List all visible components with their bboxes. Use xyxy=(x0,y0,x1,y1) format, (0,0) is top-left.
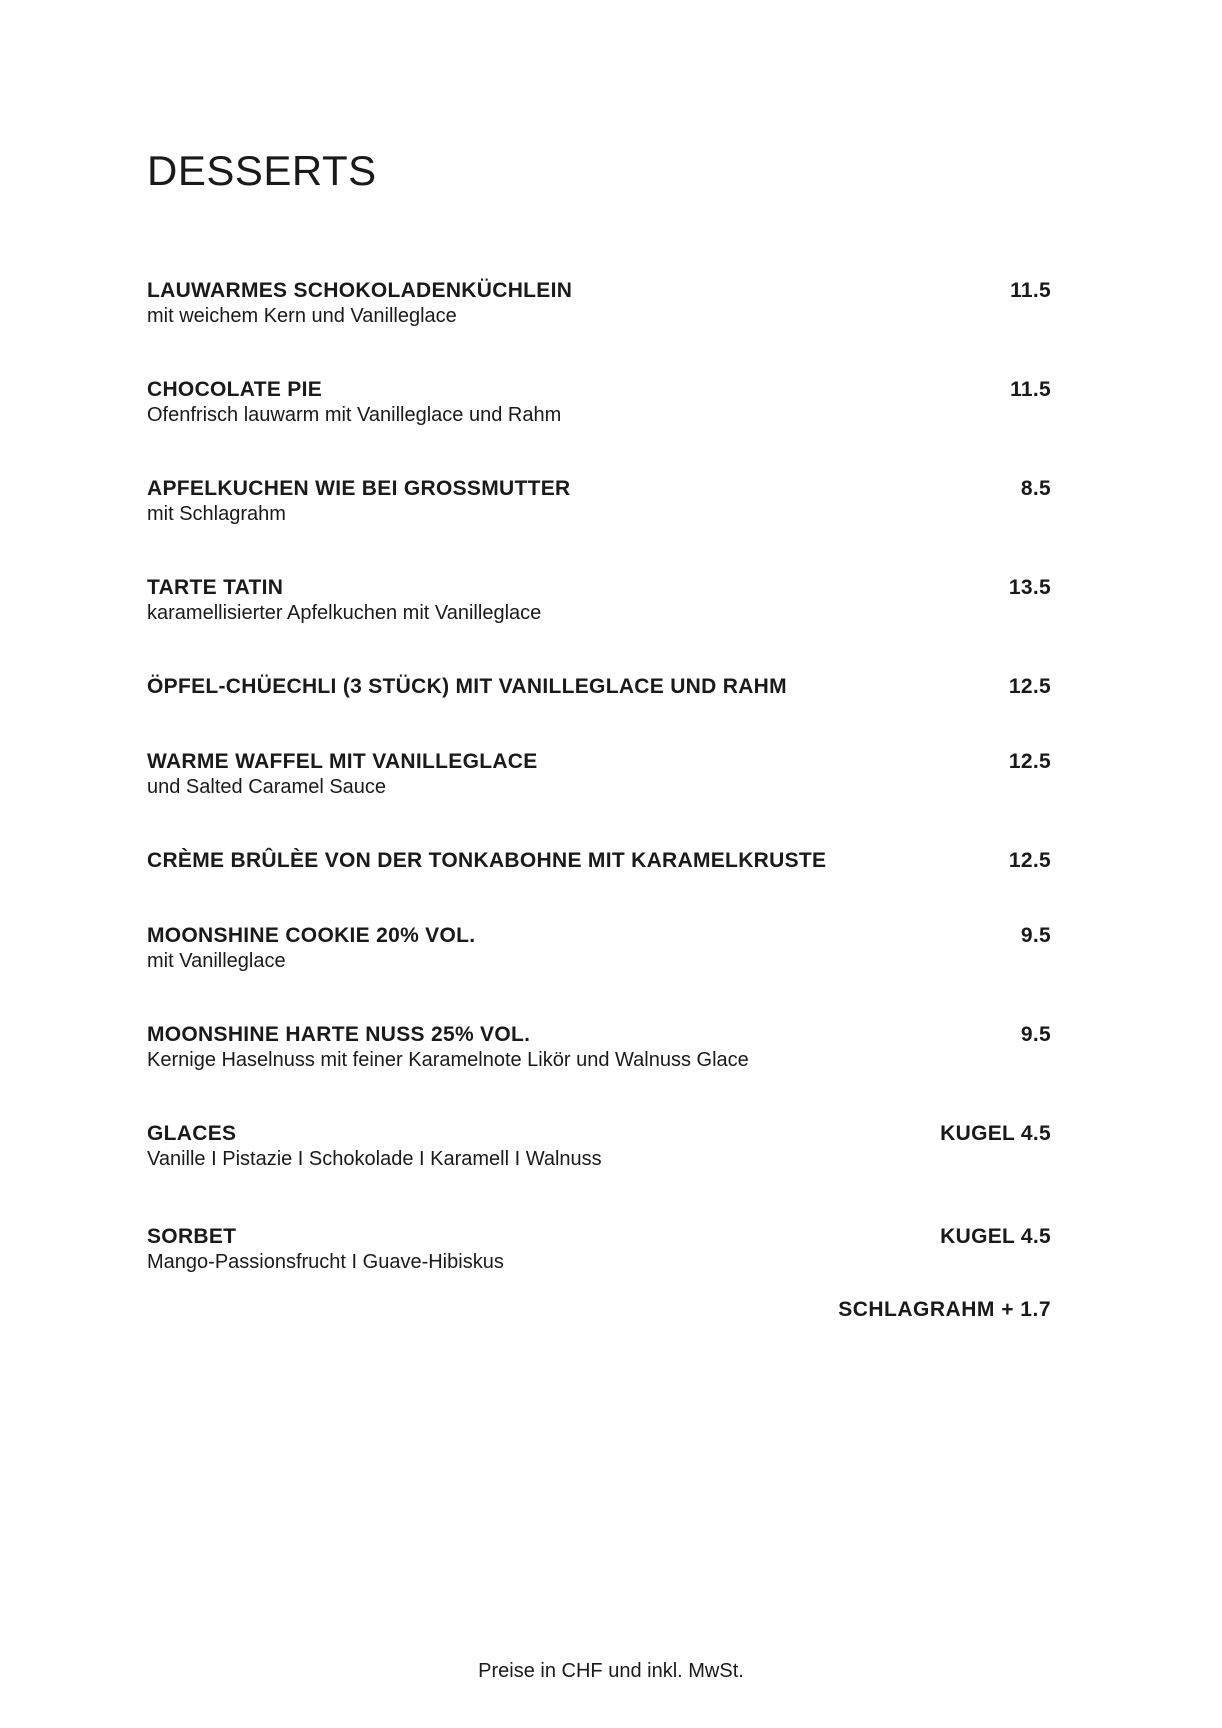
item-price: 11.5 xyxy=(1010,279,1051,302)
item-price: KUGEL 4.5 xyxy=(940,1122,1051,1145)
page-title: DESSERTS xyxy=(147,147,377,194)
menu-item xyxy=(147,1224,1051,1275)
item-price: 11.5 xyxy=(1010,378,1051,401)
item-name: APFELKUCHEN WIE BEI GROSSMUTTER xyxy=(147,477,571,500)
item-price: 13.5 xyxy=(1008,576,1051,599)
menu-item xyxy=(147,476,1051,527)
item-name: WARME WAFFEL MIT VANILLEGLACE xyxy=(147,750,538,773)
item-name: LAUWARMES SCHOKOLADENKÜCHLEIN xyxy=(147,279,573,302)
item-price: 9.5 xyxy=(1020,924,1051,947)
menu-item xyxy=(147,575,1051,626)
item-description: Ofenfrisch lauwarm mit Vanilleglace und Rahm xyxy=(147,404,562,426)
item-price: 12.5 xyxy=(1008,849,1051,872)
item-name: GLACES xyxy=(147,1122,237,1145)
item-name: CHOCOLATE PIE xyxy=(147,378,323,401)
menu-item xyxy=(147,377,1051,428)
item-description: Vanille I Pistazie I Schokolade I Karamell I Walnuss xyxy=(147,1148,602,1170)
item-name: CRÈME BRÛLÈE VON DER TONKABOHNE MIT KARAMELKRUSTE xyxy=(147,849,827,872)
item-description: Kernige Haselnuss mit feiner Karamelnote Likör und Walnuss Glace xyxy=(147,1049,749,1071)
item-name: MOONSHINE COOKIE 20% VOL. xyxy=(147,924,476,947)
item-price: 12.5 xyxy=(1008,675,1051,698)
extra-charge-note: SCHLAGRAHM + 1.7 xyxy=(838,1298,1051,1321)
menu-item xyxy=(147,1022,1051,1073)
item-description: Mango-Passionsfrucht I Guave-Hibiskus xyxy=(147,1251,504,1273)
item-description: mit Schlagrahm xyxy=(147,503,286,525)
menu-item xyxy=(147,278,1051,329)
item-description: mit Vanilleglace xyxy=(147,950,286,972)
item-name: SORBET xyxy=(147,1225,237,1248)
item-price: 8.5 xyxy=(1020,477,1051,500)
item-name: TARTE TATIN xyxy=(147,576,284,599)
item-price: 9.5 xyxy=(1020,1023,1051,1046)
menu-item xyxy=(147,674,1051,700)
item-name: ÖPFEL-CHÜECHLI (3 STÜCK) MIT VANILLEGLACE UND RAHM xyxy=(147,675,787,698)
item-description: karamellisierter Apfelkuchen mit Vanilleglace xyxy=(147,602,542,624)
menu-item xyxy=(147,1121,1051,1172)
item-name: MOONSHINE HARTE NUSS 25% VOL. xyxy=(147,1023,531,1046)
menu-item xyxy=(147,749,1051,800)
item-description: mit weichem Kern und Vanilleglace xyxy=(147,305,457,327)
item-description: und Salted Caramel Sauce xyxy=(147,776,387,798)
item-price: KUGEL 4.5 xyxy=(940,1225,1051,1248)
menu-item xyxy=(147,923,1051,974)
menu-item xyxy=(147,848,1051,874)
item-price: 12.5 xyxy=(1008,750,1051,773)
price-footnote: Preise in CHF und inkl. MwSt. xyxy=(478,1660,744,1682)
